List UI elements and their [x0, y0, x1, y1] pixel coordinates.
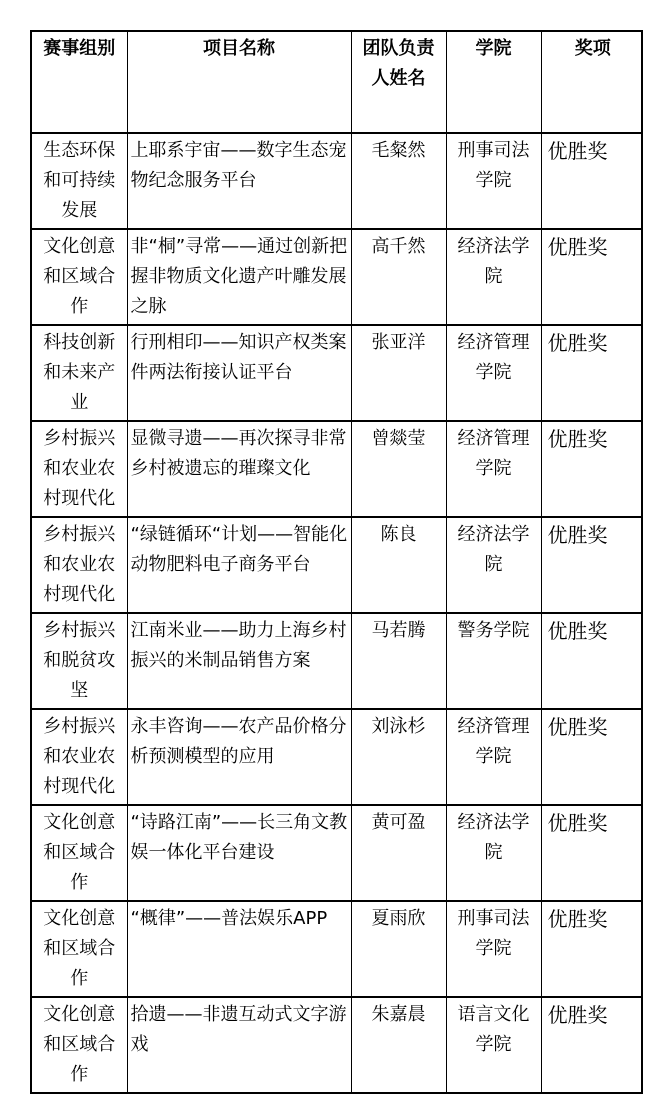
- cell-leader: 黄可盈: [351, 805, 446, 901]
- cell-award: 优胜奖: [541, 997, 642, 1093]
- cell-college: 警务学院: [446, 613, 541, 709]
- cell-leader: 高千然: [351, 229, 446, 325]
- cell-category: 乡村振兴和脱贫攻坚: [31, 613, 127, 709]
- cell-category: 科技创新和未来产业: [31, 325, 127, 421]
- header-college: 学院: [446, 31, 541, 133]
- cell-project: “诗路江南”——长三角文教娱一体化平台建设: [127, 805, 351, 901]
- header-leader: 团队负责人姓名: [351, 31, 446, 133]
- cell-award: 优胜奖: [541, 805, 642, 901]
- table-row: [31, 613, 642, 709]
- cell-award: 优胜奖: [541, 133, 642, 229]
- cell-category: 文化创意和区域合作: [31, 901, 127, 997]
- cell-category: 文化创意和区域合作: [31, 229, 127, 325]
- cell-category: 文化创意和区域合作: [31, 997, 127, 1093]
- cell-category: 生态环保和可持续发展: [31, 133, 127, 229]
- table-row: [31, 997, 642, 1093]
- cell-award: 优胜奖: [541, 325, 642, 421]
- cell-leader: 毛粲然: [351, 133, 446, 229]
- cell-category: 乡村振兴和农业农村现代化: [31, 517, 127, 613]
- header-award: 奖项: [541, 31, 642, 133]
- cell-college: 经济管理学院: [446, 325, 541, 421]
- table-row: [31, 709, 642, 805]
- cell-leader: 朱嘉晨: [351, 997, 446, 1093]
- cell-category: 乡村振兴和农业农村现代化: [31, 421, 127, 517]
- cell-leader: 张亚洋: [351, 325, 446, 421]
- cell-leader: 夏雨欣: [351, 901, 446, 997]
- cell-leader: 陈良: [351, 517, 446, 613]
- header-category: 赛事组别: [31, 31, 127, 133]
- cell-category: 乡村振兴和农业农村现代化: [31, 709, 127, 805]
- cell-college: 经济法学院: [446, 229, 541, 325]
- cell-college: 刑事司法学院: [446, 133, 541, 229]
- table-row: [31, 325, 642, 421]
- table-header: [31, 31, 642, 133]
- cell-leader: 刘泳杉: [351, 709, 446, 805]
- cell-category: 文化创意和区域合作: [31, 805, 127, 901]
- cell-award: 优胜奖: [541, 901, 642, 997]
- cell-project: 上耶系宇宙——数字生态宠物纪念服务平台: [127, 133, 351, 229]
- table-body: [31, 133, 642, 1093]
- cell-college: 刑事司法学院: [446, 901, 541, 997]
- table-row: [31, 805, 642, 901]
- cell-project: 拾遗——非遗互动式文字游戏: [127, 997, 351, 1093]
- cell-project: 江南米业——助力上海乡村振兴的米制品销售方案: [127, 613, 351, 709]
- cell-project: 永丰咨询——农产品价格分析预测模型的应用: [127, 709, 351, 805]
- cell-college: 经济管理学院: [446, 421, 541, 517]
- table-row: [31, 133, 642, 229]
- cell-leader: 曾燚莹: [351, 421, 446, 517]
- header-row: [31, 31, 642, 133]
- cell-college: 经济法学院: [446, 805, 541, 901]
- cell-award: 优胜奖: [541, 709, 642, 805]
- cell-project: “概律”——普法娱乐APP: [127, 901, 351, 997]
- award-table: [30, 30, 643, 1094]
- cell-college: 经济管理学院: [446, 709, 541, 805]
- cell-project: “绿链循环“计划——智能化动物肥料电子商务平台: [127, 517, 351, 613]
- cell-project: 非“桐”寻常——通过创新把握非物质文化遗产叶雕发展之脉: [127, 229, 351, 325]
- table-row: [31, 901, 642, 997]
- table-row: [31, 421, 642, 517]
- table-row: [31, 517, 642, 613]
- cell-award: 优胜奖: [541, 517, 642, 613]
- cell-award: 优胜奖: [541, 229, 642, 325]
- header-project: 项目名称: [127, 31, 351, 133]
- cell-leader: 马若腾: [351, 613, 446, 709]
- cell-award: 优胜奖: [541, 421, 642, 517]
- cell-college: 语言文化学院: [446, 997, 541, 1093]
- cell-project: 显微寻遗——再次探寻非常乡村被遗忘的璀璨文化: [127, 421, 351, 517]
- cell-project: 行刑相印——知识产权类案件两法衔接认证平台: [127, 325, 351, 421]
- cell-award: 优胜奖: [541, 613, 642, 709]
- table-row: [31, 229, 642, 325]
- cell-college: 经济法学院: [446, 517, 541, 613]
